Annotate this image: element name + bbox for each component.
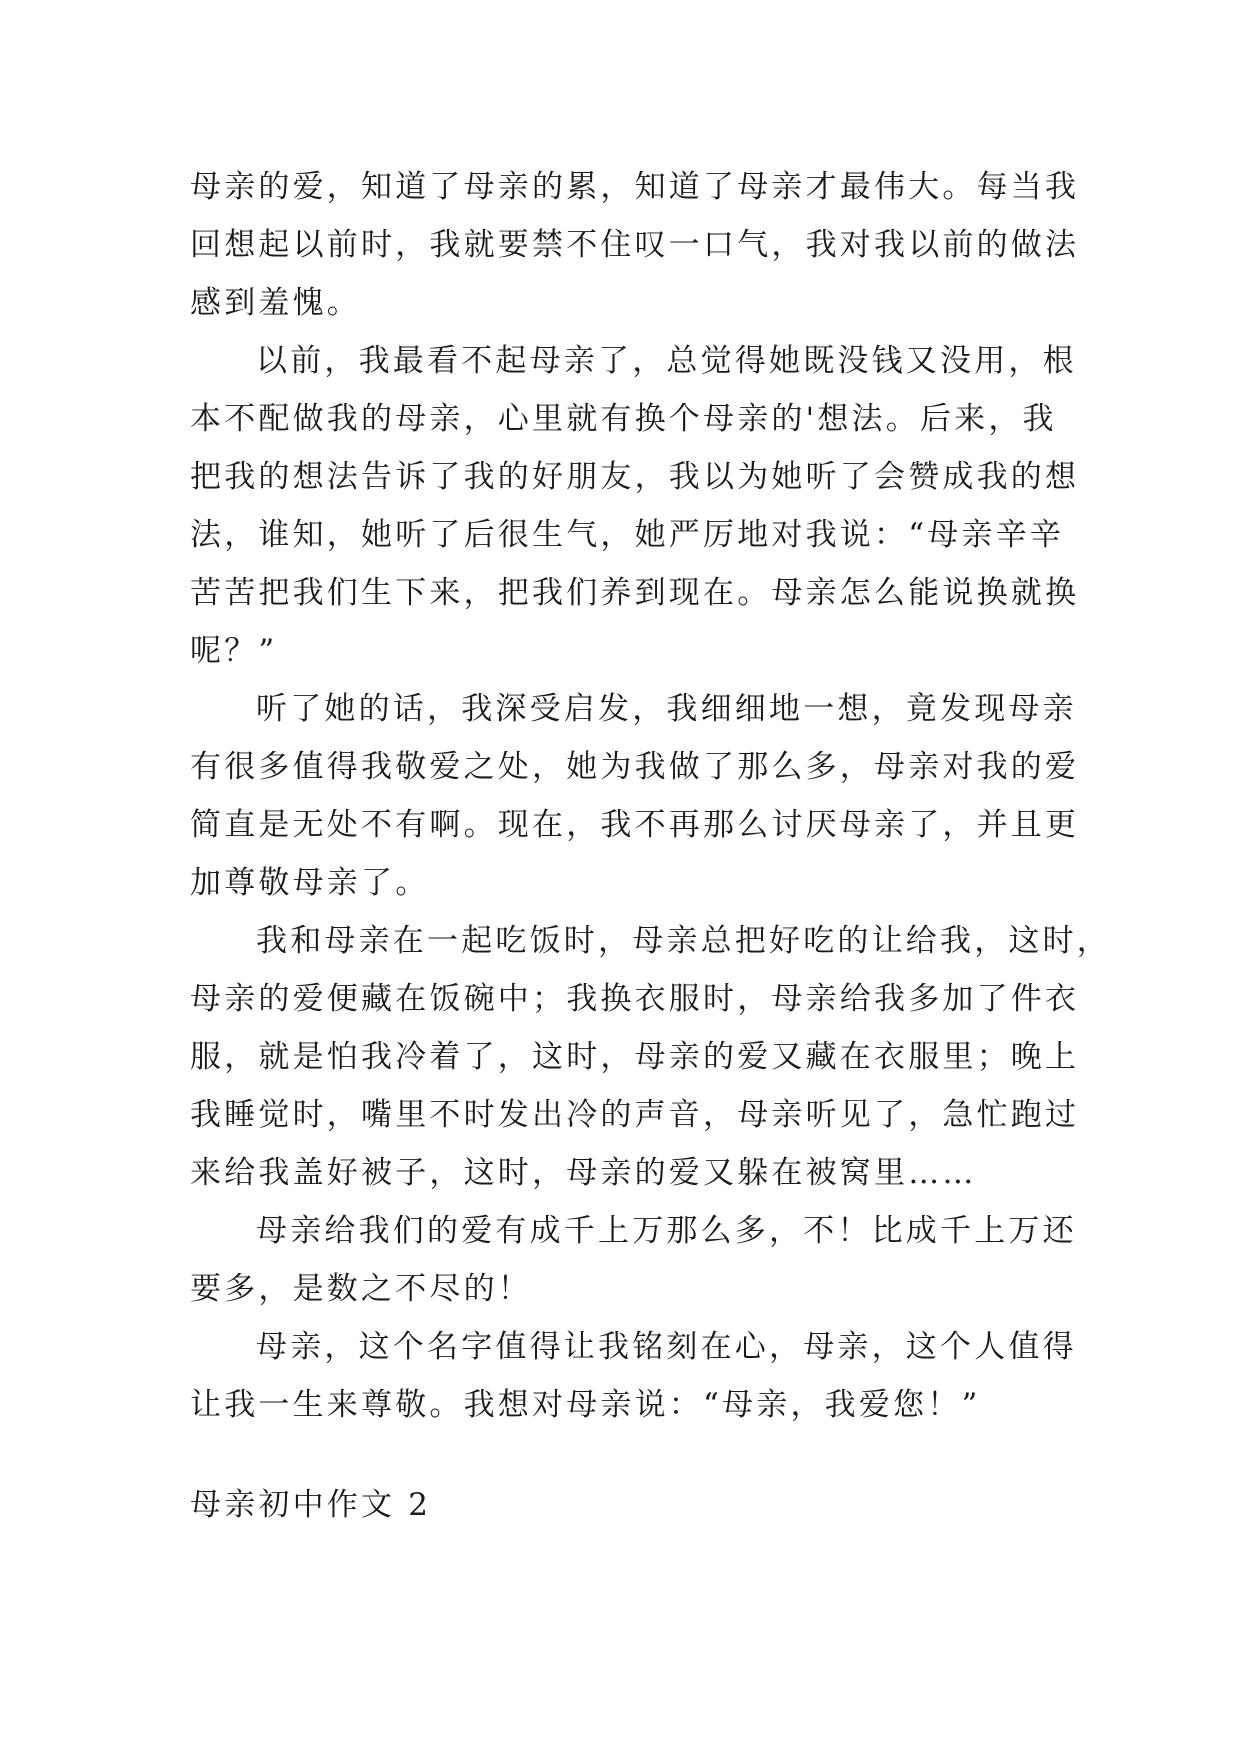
text-line: 把我的想法告诉了我的好朋友，我以为她听了会赞成我的想 (190, 459, 1080, 495)
paragraph (190, 158, 1080, 332)
text-line: 我睡觉时，嘴里不时发出冷的声音，母亲听见了，急忙跑过 (190, 1097, 1080, 1133)
text-line: 母亲给我们的爱有成千上万那么多，不！比成千上万还 (256, 1213, 1077, 1249)
text-line: 感到羞愧。 (190, 285, 361, 321)
text-line: 我和母亲在一起吃饭时，母亲总把好吃的让给我，这时， (256, 923, 1111, 959)
text-line: 简直是无处不有啊。现在，我不再那么讨厌母亲了，并且更 (190, 807, 1080, 843)
paragraph (190, 332, 1080, 680)
text-line: 来给我盖好被子，这时，母亲的爱又躲在被窝里…… (190, 1155, 977, 1191)
text-line: 本不配做我的母亲，心里就有换个母亲的'想法。后来，我 (190, 401, 1057, 437)
paragraph (190, 1202, 1077, 1318)
section-heading: 母亲初中作文 2 (190, 1487, 432, 1523)
text-line: 母亲的爱便藏在饭碗中；我换衣服时，母亲给我多加了件衣 (190, 981, 1080, 1017)
text-line: 母亲，这个名字值得让我铭刻在心，母亲，这个人值得 (256, 1329, 1077, 1365)
text-line: 苦苦把我们生下来，把我们养到现在。母亲怎么能说换就换 (190, 575, 1080, 611)
paragraph (190, 912, 1111, 1202)
text-line: 母亲的爱，知道了母亲的累，知道了母亲才最伟大。每当我 (190, 169, 1080, 205)
essay-body (190, 158, 1111, 1434)
text-line: 呢？” (190, 633, 278, 669)
paragraph (190, 680, 1080, 912)
text-line: 有很多值得我敬爱之处，她为我做了那么多，母亲对我的爱 (190, 749, 1080, 785)
text-line: 服，就是怕我冷着了，这时，母亲的爱又藏在衣服里；晚上 (190, 1039, 1080, 1075)
text-line: 以前，我最看不起母亲了，总觉得她既没钱又没用，根 (256, 343, 1077, 379)
text-line: 回想起以前时，我就要禁不住叹一口气，我对我以前的做法 (190, 227, 1080, 263)
text-line: 要多，是数之不尽的！ (190, 1271, 532, 1307)
text-line: 让我一生来尊敬。我想对母亲说：“母亲，我爱您！” (190, 1387, 981, 1423)
text-line: 听了她的话，我深受启发，我细细地一想，竟发现母亲 (256, 691, 1077, 727)
text-line: 加尊敬母亲了。 (190, 865, 430, 901)
paragraph (190, 1318, 1077, 1434)
text-line: 法，谁知，她听了后很生气，她严厉地对我说：“母亲辛辛 (190, 517, 1065, 553)
